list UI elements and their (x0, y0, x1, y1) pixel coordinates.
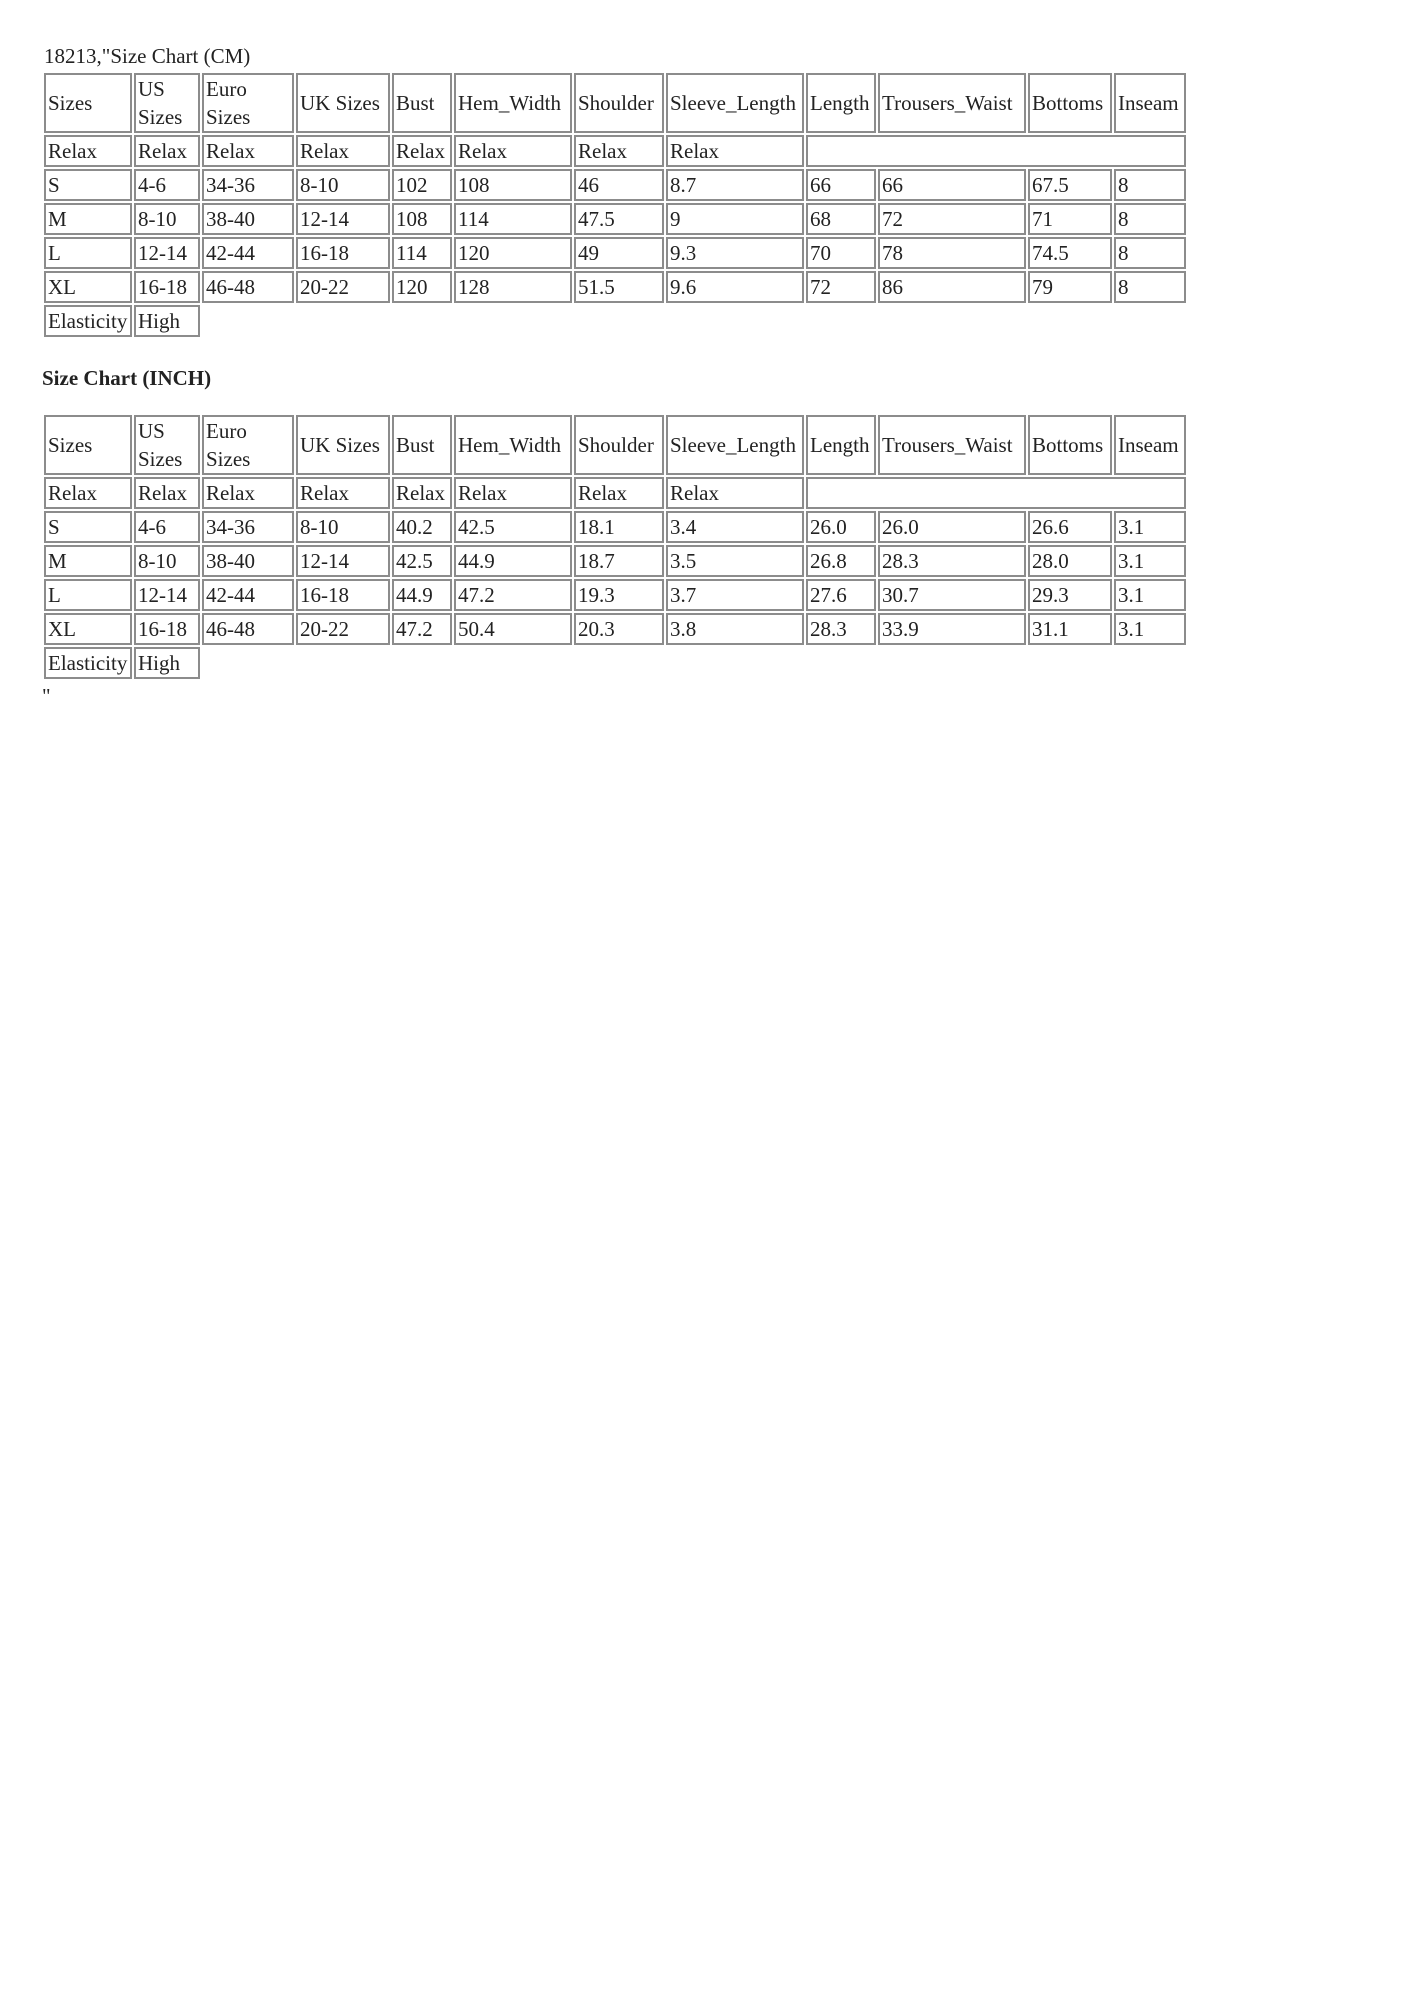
header-euro-sizes (202, 415, 294, 475)
header-length: Length (806, 415, 876, 475)
cell-inseam: 8 (1114, 237, 1186, 269)
cell-euro: 38-40 (202, 203, 294, 235)
relax-cell: Relax (202, 135, 294, 167)
cell-length: 70 (806, 237, 876, 269)
header-inseam: Inseam (1114, 73, 1186, 133)
cell-shoulder: 18.7 (574, 545, 664, 577)
table-row (44, 511, 1186, 543)
header-bust: Bust (392, 415, 452, 475)
cell-inseam: 8 (1114, 203, 1186, 235)
cell-bust: 47.2 (392, 613, 452, 645)
cell-shoulder: 20.3 (574, 613, 664, 645)
relax-row (44, 477, 1186, 509)
cell-trousers-waist: 86 (878, 271, 1026, 303)
cell-us: 4-6 (134, 511, 200, 543)
elasticity-value: High (134, 305, 200, 337)
cell-size: L (44, 579, 132, 611)
table-row (44, 579, 1186, 611)
cell-inseam: 3.1 (1114, 613, 1186, 645)
cell-bottoms: 71 (1028, 203, 1112, 235)
cell-hem-width: 114 (454, 203, 572, 235)
table-row (44, 203, 1186, 235)
header-uk: UK Sizes (296, 73, 390, 133)
cell-trousers-waist: 30.7 (878, 579, 1026, 611)
cell-us: 16-18 (134, 613, 200, 645)
header-shoulder: Shoulder (574, 73, 664, 133)
header-row (44, 73, 1186, 133)
cell-shoulder: 47.5 (574, 203, 664, 235)
header-trousers-waist: Trousers_Waist (878, 415, 1026, 475)
cell-us: 4-6 (134, 169, 200, 201)
cell-bottoms: 29.3 (1028, 579, 1112, 611)
cell-sleeve-length: 9 (666, 203, 804, 235)
elasticity-row (44, 647, 1186, 679)
cell-euro: 42-44 (202, 579, 294, 611)
relax-cell: Relax (134, 477, 200, 509)
cell-bottoms: 79 (1028, 271, 1112, 303)
header-euro-sizes (202, 73, 294, 133)
inch-section-heading: Size Chart (INCH) (42, 366, 212, 390)
cell-bust: 102 (392, 169, 452, 201)
header-uk: UK Sizes (296, 415, 390, 475)
header-us-line1: US (138, 419, 165, 443)
cell-uk: 12-14 (296, 203, 390, 235)
cell-us: 16-18 (134, 271, 200, 303)
header-sleeve-length: Sleeve_Length (666, 415, 804, 475)
cell-shoulder: 49 (574, 237, 664, 269)
cell-bust: 42.5 (392, 545, 452, 577)
cell-trousers-waist: 33.9 (878, 613, 1026, 645)
relax-cell: Relax (454, 477, 572, 509)
header-bottoms: Bottoms (1028, 73, 1112, 133)
cell-length: 26.0 (806, 511, 876, 543)
cell-us: 12-14 (134, 579, 200, 611)
cell-us: 8-10 (134, 545, 200, 577)
cell-hem-width: 42.5 (454, 511, 572, 543)
header-euro-line1: Euro (206, 77, 247, 101)
cell-inseam: 3.1 (1114, 579, 1186, 611)
relax-row-blank (806, 135, 1186, 167)
cell-inseam: 8 (1114, 271, 1186, 303)
table-row (44, 613, 1186, 645)
cell-euro: 38-40 (202, 545, 294, 577)
cell-sleeve-length: 3.5 (666, 545, 804, 577)
cell-hem-width: 128 (454, 271, 572, 303)
cell-uk: 8-10 (296, 511, 390, 543)
relax-cell: Relax (202, 477, 294, 509)
cell-shoulder: 19.3 (574, 579, 664, 611)
cell-length: 26.8 (806, 545, 876, 577)
cell-trousers-waist: 26.0 (878, 511, 1026, 543)
relax-cell: Relax (574, 135, 664, 167)
cell-uk: 20-22 (296, 271, 390, 303)
cell-trousers-waist: 28.3 (878, 545, 1026, 577)
cell-length: 66 (806, 169, 876, 201)
cell-euro: 46-48 (202, 613, 294, 645)
header-sleeve-length: Sleeve_Length (666, 73, 804, 133)
cell-length: 27.6 (806, 579, 876, 611)
cell-hem-width: 44.9 (454, 545, 572, 577)
cell-sleeve-length: 8.7 (666, 169, 804, 201)
header-bottoms: Bottoms (1028, 415, 1112, 475)
cell-bust: 108 (392, 203, 452, 235)
cell-uk: 8-10 (296, 169, 390, 201)
cell-bottoms: 74.5 (1028, 237, 1112, 269)
elasticity-value: High (134, 647, 200, 679)
cell-length: 28.3 (806, 613, 876, 645)
cell-hem-width: 108 (454, 169, 572, 201)
cell-uk: 20-22 (296, 613, 390, 645)
cell-bottoms: 28.0 (1028, 545, 1112, 577)
cell-sleeve-length: 9.6 (666, 271, 804, 303)
relax-cell: Relax (296, 477, 390, 509)
cell-bottoms: 31.1 (1028, 613, 1112, 645)
cell-size: XL (44, 271, 132, 303)
header-euro-line2: Sizes (206, 447, 251, 471)
relax-cell: Relax (666, 135, 804, 167)
cell-us: 8-10 (134, 203, 200, 235)
header-hem-width: Hem_Width (454, 73, 572, 133)
cell-trousers-waist: 72 (878, 203, 1026, 235)
cell-bottoms: 67.5 (1028, 169, 1112, 201)
cell-shoulder: 46 (574, 169, 664, 201)
cell-hem-width: 120 (454, 237, 572, 269)
cell-size: M (44, 203, 132, 235)
closing-quote: " (42, 684, 51, 708)
header-us-line1: US (138, 77, 165, 101)
cell-inseam: 3.1 (1114, 511, 1186, 543)
cell-trousers-waist: 66 (878, 169, 1026, 201)
cell-euro: 34-36 (202, 169, 294, 201)
size-chart-cm-table (42, 71, 1188, 339)
relax-cell: Relax (454, 135, 572, 167)
cell-shoulder: 51.5 (574, 271, 664, 303)
cell-euro: 34-36 (202, 511, 294, 543)
cell-bust: 44.9 (392, 579, 452, 611)
header-us-line2: Sizes (138, 105, 183, 129)
table-row (44, 271, 1186, 303)
table-row (44, 169, 1186, 201)
cell-bust: 40.2 (392, 511, 452, 543)
relax-cell: Relax (574, 477, 664, 509)
header-trousers-waist: Trousers_Waist (878, 73, 1026, 133)
size-chart-inch-table (42, 413, 1188, 681)
cell-size: XL (44, 613, 132, 645)
header-bust: Bust (392, 73, 452, 133)
relax-cell: Relax (392, 477, 452, 509)
header-shoulder: Shoulder (574, 415, 664, 475)
relax-cell: Relax (296, 135, 390, 167)
cell-size: S (44, 169, 132, 201)
relax-cell: Relax (134, 135, 200, 167)
cell-sleeve-length: 3.7 (666, 579, 804, 611)
elasticity-row (44, 305, 1186, 337)
header-inseam: Inseam (1114, 415, 1186, 475)
cell-inseam: 3.1 (1114, 545, 1186, 577)
cell-uk: 12-14 (296, 545, 390, 577)
header-row (44, 415, 1186, 475)
cell-sleeve-length: 3.4 (666, 511, 804, 543)
header-us-sizes (134, 415, 200, 475)
elasticity-label: Elasticity (44, 305, 132, 337)
cell-length: 72 (806, 271, 876, 303)
cell-uk: 16-18 (296, 237, 390, 269)
relax-cell: Relax (392, 135, 452, 167)
header-sizes: Sizes (44, 73, 132, 133)
cell-hem-width: 47.2 (454, 579, 572, 611)
header-euro-line1: Euro (206, 419, 247, 443)
elasticity-label: Elasticity (44, 647, 132, 679)
relax-row-blank (806, 477, 1186, 509)
header-hem-width: Hem_Width (454, 415, 572, 475)
cell-shoulder: 18.1 (574, 511, 664, 543)
cell-bust: 114 (392, 237, 452, 269)
page-title: 18213,"Size Chart (CM) (44, 44, 251, 68)
header-length: Length (806, 73, 876, 133)
cell-trousers-waist: 78 (878, 237, 1026, 269)
relax-cell: Relax (44, 135, 132, 167)
elasticity-row-spacer (202, 305, 1186, 337)
relax-row (44, 135, 1186, 167)
cell-bust: 120 (392, 271, 452, 303)
relax-cell: Relax (666, 477, 804, 509)
cell-us: 12-14 (134, 237, 200, 269)
cell-uk: 16-18 (296, 579, 390, 611)
relax-cell: Relax (44, 477, 132, 509)
cell-size: L (44, 237, 132, 269)
header-sizes: Sizes (44, 415, 132, 475)
elasticity-row-spacer (202, 647, 1186, 679)
table-row (44, 237, 1186, 269)
cell-size: M (44, 545, 132, 577)
cell-size: S (44, 511, 132, 543)
cell-sleeve-length: 3.8 (666, 613, 804, 645)
cell-hem-width: 50.4 (454, 613, 572, 645)
header-us-sizes (134, 73, 200, 133)
header-us-line2: Sizes (138, 447, 183, 471)
cell-bottoms: 26.6 (1028, 511, 1112, 543)
cell-inseam: 8 (1114, 169, 1186, 201)
cell-length: 68 (806, 203, 876, 235)
header-euro-line2: Sizes (206, 105, 251, 129)
cell-sleeve-length: 9.3 (666, 237, 804, 269)
table-row (44, 545, 1186, 577)
cell-euro: 46-48 (202, 271, 294, 303)
cell-euro: 42-44 (202, 237, 294, 269)
